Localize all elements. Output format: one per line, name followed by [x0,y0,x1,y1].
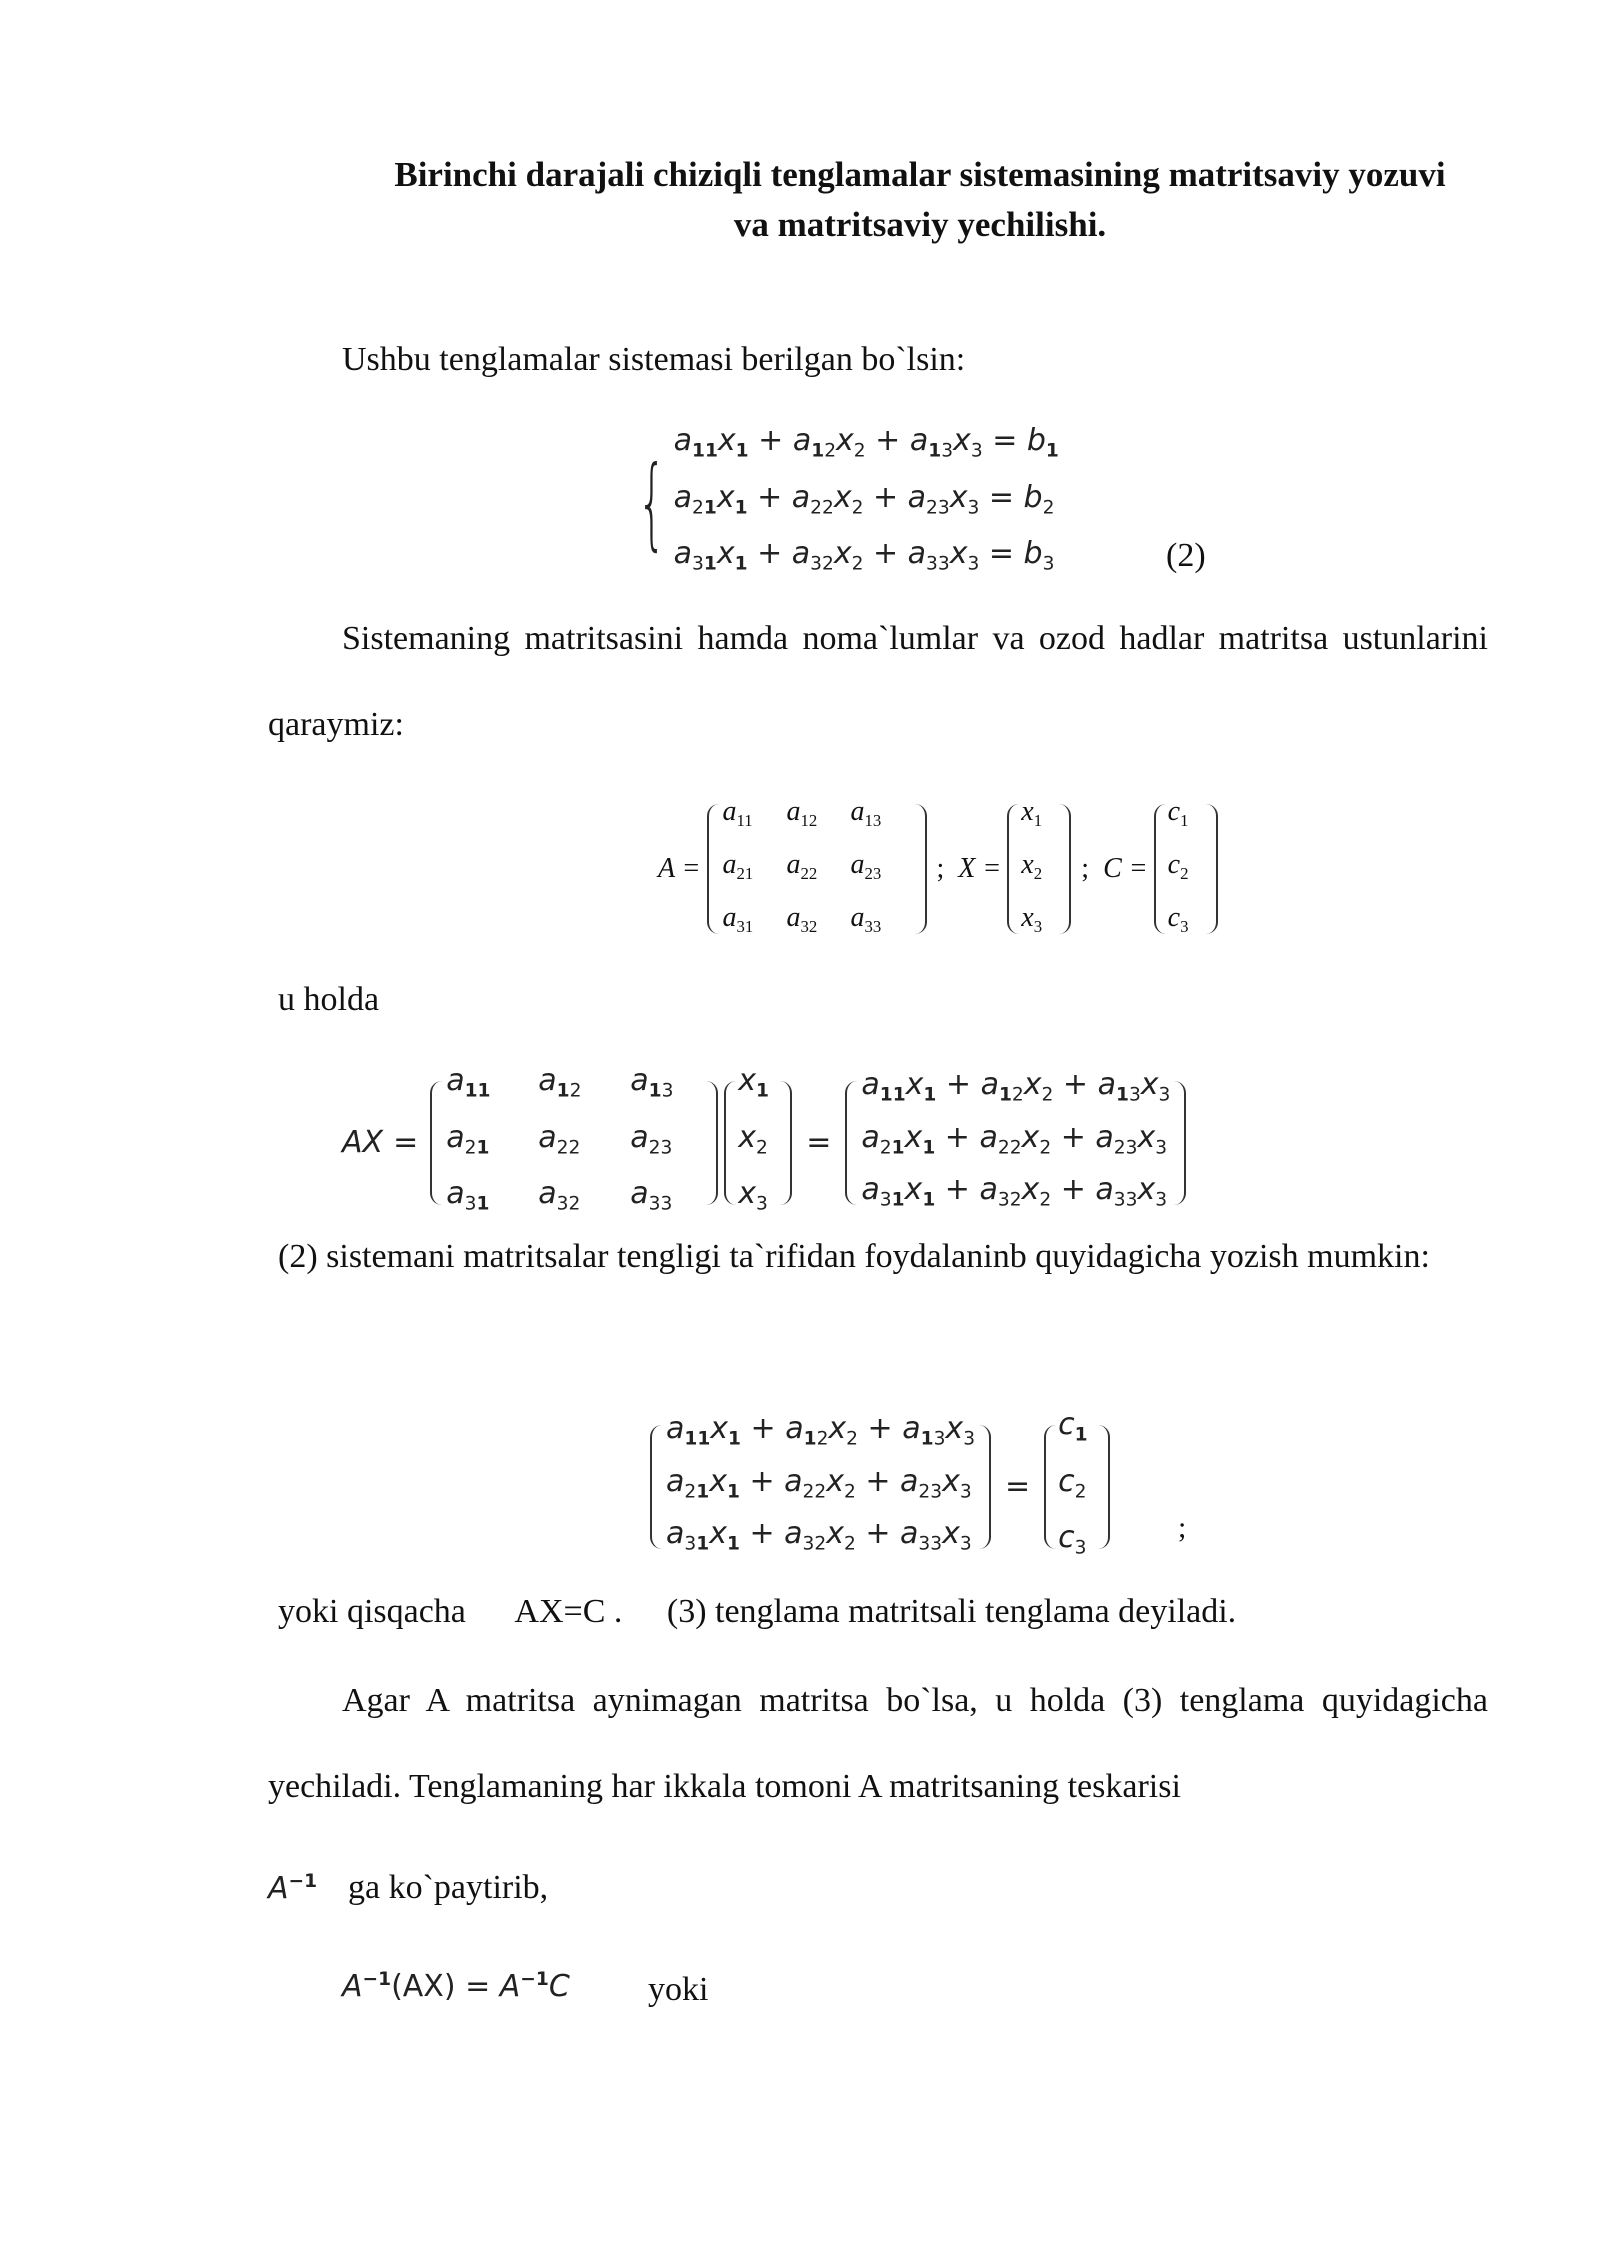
separator: ; [1081,853,1090,885]
paren-left [1044,1425,1056,1549]
paren-right [1206,804,1218,934]
paren-right [1174,1081,1186,1205]
product-result: $a_{11}x_1 + a_{12}x_2 + a_{13}x_3$ $a_{21}x_1 + a_{22}x_2 + a_{23}x_3$ $a_{31}x_1 + a_{32}x_2 + a_{33}x_3$ [861,1067,1171,1211]
paren-left [430,1081,442,1205]
u-holda-text: u holda [278,981,380,1018]
paren-right [915,804,927,934]
inverse-lhs: (AX) = [391,1969,500,2005]
paragraph-solve: Agar A matritsa aynimagan matritsa bo`lsa, u holda (3) tenglama quyidagicha yechiladi. Tenglamaning har ikkala tomoni A matritsaning teskarisi [268,1682,1488,1805]
inverse-symbol [268,1862,317,1909]
equation-row-3: $a_{31}x_1 + a_{32}x_2 + a_{33}x_3 = b_3$ [673,536,1055,575]
paren-right [780,1081,792,1205]
matrix-a-bold: $a_{11}$ $a_{12}$ $a_{13}$ $a_{21}$ $a_{22}$ $a_{23}$ $a_{31}$ $a_{32}$ $a_{33}$ [446,1063,674,1215]
separator: ; [936,853,945,885]
inverse-base: A [499,1969,521,2005]
equation-label-2: (2) [1166,537,1206,574]
matrix-a: $a_{11}$ $a_{12}$ $a_{13}$ $a_{21}$ $a_{22}$ $a_{23}$ $a_{31}$ $a_{32}$ $a_{33}$ [722,796,882,936]
inverse-exponent: −1 [362,1969,392,1990]
title-line-1: Birinchi darajali chiziqli tenglamalar sistemasining matritsaviy yozuvi [394,155,1446,194]
paren-left [650,1425,662,1549]
paren-left [1154,804,1166,934]
paren-left [724,1081,736,1205]
matrix-equality [650,1404,1110,1570]
equation-row-2: $a_{21}x_1 + a_{22}x_2 + a_{23}x_3 = b_2$ [673,479,1055,518]
system-equations [620,418,1059,588]
ax-product-equation [342,1060,1186,1226]
matrix-x-label: X = [958,853,1002,885]
ax-label: AX [342,1125,384,1161]
matrix-a-label: A = [658,853,701,885]
inverse-exponent: −1 [288,1871,318,1892]
paren-left [845,1081,857,1205]
title-line-2: va matritsaviy yechilishi. [733,205,1107,244]
paragraph-system-text: (2) sistemani matritsalar tengligi ta`rifidan foydalaninb quyidagicha yozish mumkin: [278,1238,1430,1275]
matrix-x: $x_1$ $x_2$ $x_3$ [1021,796,1043,936]
equals-sign: = [1005,1469,1031,1505]
short-form-equation: AX=C . [514,1593,623,1630]
paren-right [706,1081,718,1205]
paragraph-system [278,1214,1488,1300]
vector-c: $c_1$ $c_2$ $c_3$ [1058,1407,1088,1559]
equals-sign: = [806,1125,832,1161]
inverse-rhs: C [548,1969,570,2005]
equality-lhs: $a_{11}x_1 + a_{12}x_2 + a_{13}x_3$ $a_{21}x_1 + a_{22}x_2 + a_{23}x_3$ $a_{31}x_1 + a_{32}x_2 + a_{33}x_3$ [666,1411,976,1555]
short-form-rest: (3) tenglama matritsali tenglama deyiladi. [666,1593,1237,1630]
inverse-base: A [342,1969,363,2005]
paren-right [979,1425,991,1549]
intro-text: Ushbu tenglamalar sistemasi berilgan bo`lsin: [342,341,966,378]
matrix-definitions [658,792,1218,947]
equals-sign: = [393,1125,419,1161]
paragraph-matrices: Sistemaning matritsasini hamda noma`lumlar va ozod hadlar matritsa ustunlarini qaraymiz: [268,620,1488,743]
brace-left: { [637,443,667,561]
short-form-prefix: yoki qisqacha [278,1593,466,1630]
paren-left [707,804,719,934]
paren-right [1059,804,1071,934]
matrix-c-label: C = [1103,853,1148,885]
inverse-exponent: −1 [520,1969,549,1990]
inverse-base: A [268,1871,289,1907]
page-title [340,150,1500,250]
inverse-equation [342,1960,570,2007]
equation-row-1: $a_{11}x_1 + a_{12}x_2 + a_{13}x_3 = b_1$ [673,423,1059,462]
yoki-text: yoki [648,1971,709,2008]
vector-x: $x_1$ $x_2$ $x_3$ [738,1063,769,1215]
short-form-line [278,1592,1236,1632]
semicolon: ; [1178,1511,1187,1544]
matrix-c: $c_1$ $c_2$ $c_3$ [1167,796,1189,936]
paren-left [1007,804,1019,934]
paren-right [1098,1425,1110,1549]
multiply-text: ga ko`paytirib, [348,1869,549,1906]
